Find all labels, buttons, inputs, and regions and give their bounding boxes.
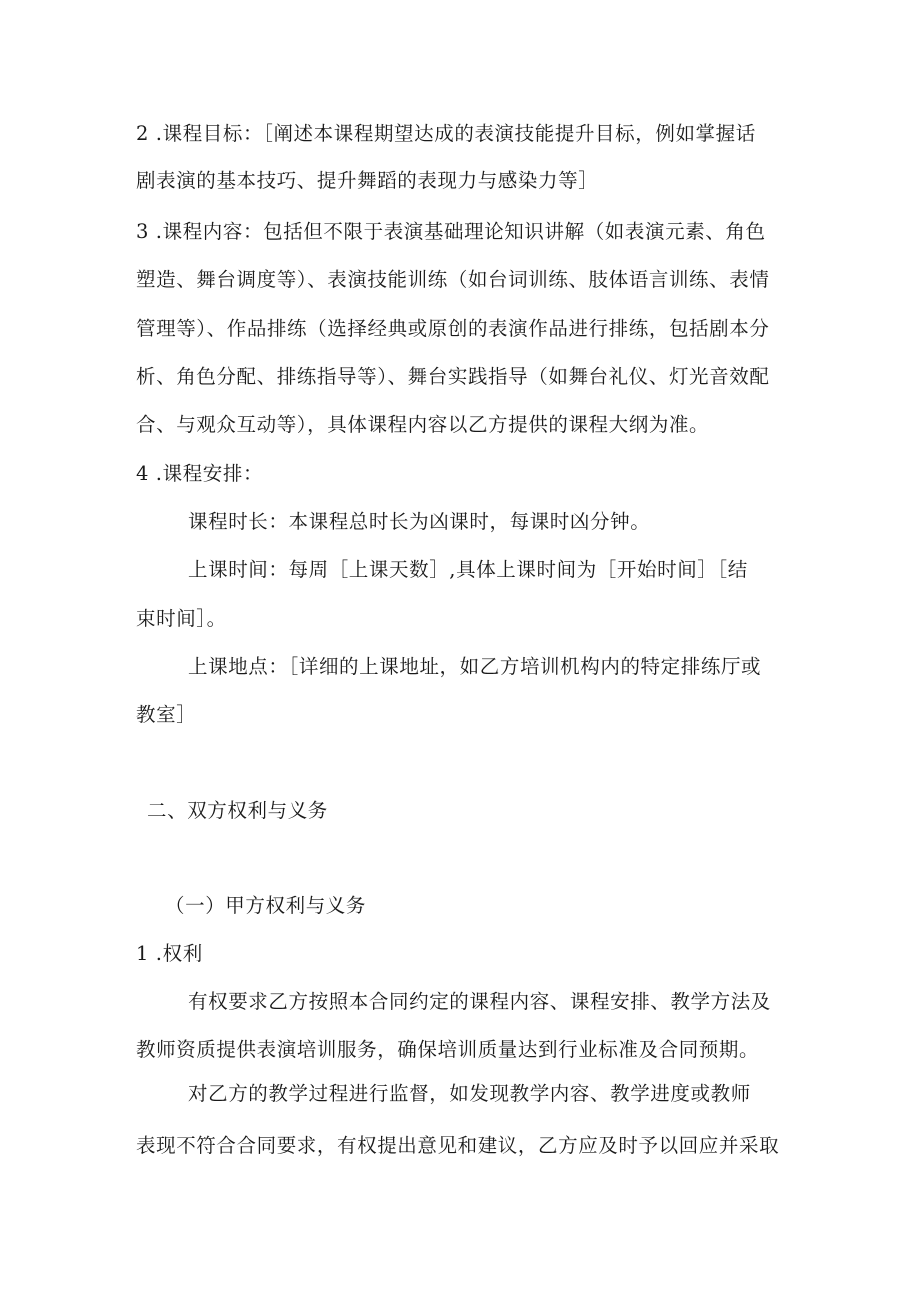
course-content-line-5: 合、与观众互动等），具体课程内容以乙方提供的课程大纲为准。 [136, 413, 710, 436]
class-time-line-1: 上课时间：每周［上课天数］,具体上课时间为［开始时间］［结 [188, 558, 748, 581]
course-goal-line-2: 剧表演的基本技巧、提升舞蹈的表现力与感染力等］ [136, 169, 599, 192]
course-duration-line: 课程时长：本课程总时长为凶课时，每课时凶分钟。 [188, 510, 651, 533]
course-content-line-4: 析、角色分配、排练指导等）、舞台实践指导（如舞台礼仪、灯光音效配 [136, 365, 770, 388]
class-location-line-1: 上课地点：［详细的上课地址，如乙方培训机构内的特定排练厅或 [188, 655, 762, 678]
course-content-line-1: 3 .课程内容：包括但不限于表演基础理论知识讲解（如表演元素、角色 [136, 220, 766, 243]
rights-paragraph-2-line-2: 表现不符合合同要求，有权提出意见和建议，乙方应及时予以回应并采取 [136, 1134, 780, 1157]
course-content-line-2: 塑造、舞台调度等）、表演技能训练（如台词训练、肢体语言训练、表情 [136, 268, 770, 291]
subsection-heading-party-a: （一）甲方权利与义务 [165, 894, 367, 917]
rights-paragraph-1-line-2: 教师资质提供表演培训服务，确保培训质量达到行业标准及合同预期。 [136, 1038, 760, 1061]
course-content-line-3: 管理等）、作品排练（选择经典或原创的表演作品进行排练，包括剧本分 [136, 317, 770, 340]
class-time-line-2: 束时间］。 [136, 607, 227, 630]
course-goal-line-1: 2 .课程目标：［阐述本课程期望达成的表演技能提升目标，例如掌握话 [136, 122, 756, 145]
rights-paragraph-2-line-1: 对乙方的教学过程进行监督，如发现教学内容、教学进度或教师 [188, 1082, 751, 1105]
rights-heading: 1 .权利 [136, 942, 203, 965]
class-location-line-2: 教室］ [136, 703, 197, 726]
course-schedule-heading: 4 .课程安排： [136, 462, 264, 485]
section-heading-rights-obligations: 二、双方权利与义务 [147, 799, 328, 822]
rights-paragraph-1-line-1: 有权要求乙方按照本合同约定的课程内容、课程安排、教学方法及 [188, 990, 771, 1013]
